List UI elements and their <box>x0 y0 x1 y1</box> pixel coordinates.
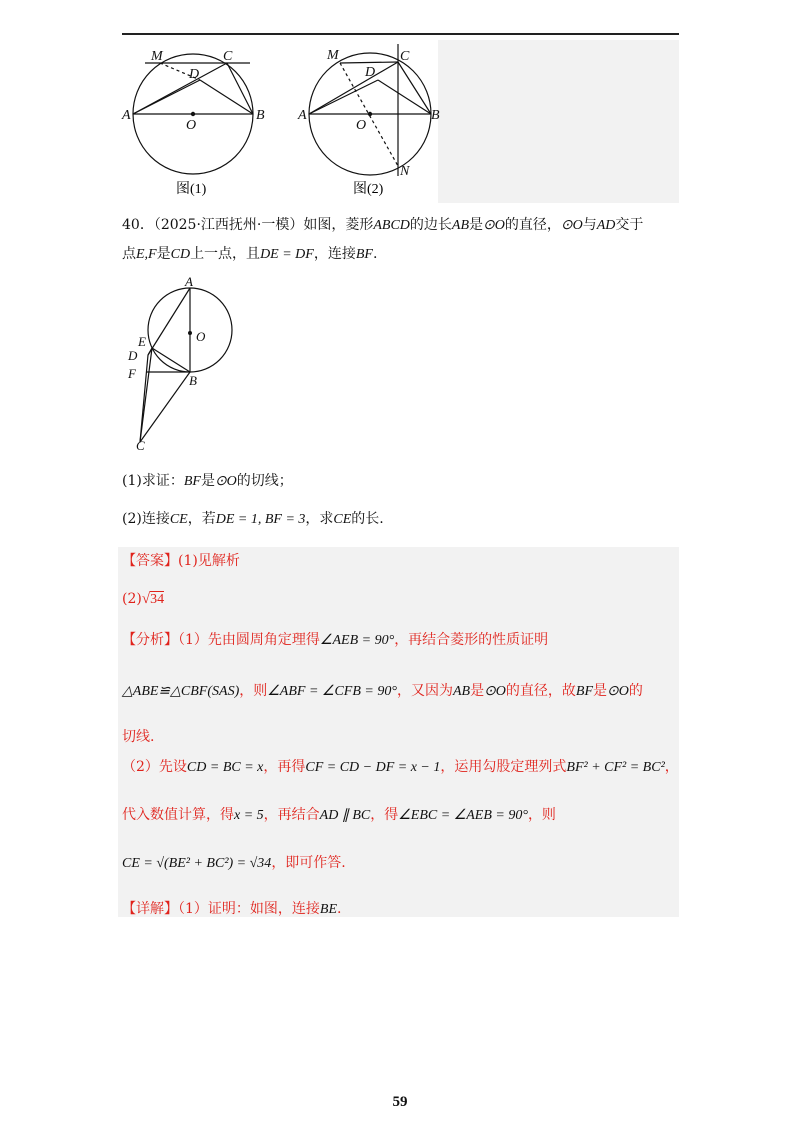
question-text: 的切线； <box>236 473 293 489</box>
main-label-a: A <box>185 274 193 289</box>
problem-number: 40． <box>122 217 154 233</box>
problem-text: 交于 <box>615 217 644 233</box>
problem-line-2 <box>122 243 377 266</box>
problem-line-1 <box>122 214 643 237</box>
detail-tag: 【详解】 <box>122 901 178 917</box>
math-be: BE <box>319 902 338 917</box>
math-ef: E,F <box>136 247 157 262</box>
analysis-text: 切线. <box>122 729 155 745</box>
fig1-line-ad <box>133 80 200 114</box>
main-label-c: C <box>136 438 145 453</box>
analysis-tag: 【分析】 <box>122 632 178 648</box>
analysis-text: 代入数值计算，得 <box>122 807 234 823</box>
answer-tag: 【答案】 <box>122 553 178 569</box>
detail-text: （1）证明：如图，连接 <box>178 901 320 917</box>
detail-line <box>122 898 341 921</box>
fig1-label-m: M <box>151 49 163 64</box>
analysis-text: ，则 <box>527 807 556 823</box>
fig2-label-n: N <box>400 164 410 179</box>
math-circle-o: ⊙O <box>560 218 583 233</box>
page-number: 59 <box>392 1094 408 1110</box>
fig1-label-d: D <box>189 67 200 82</box>
answer-part1: (1)见解析 <box>178 553 240 569</box>
fig2-label-m: M <box>327 48 339 63</box>
main-label-f: F <box>128 366 136 381</box>
math-ce: CE <box>169 512 188 527</box>
fig1-label-o: O <box>186 118 197 133</box>
answer-line-2: (2)√34 <box>122 591 165 607</box>
problem-text: 的边长 <box>409 217 452 233</box>
answer-line-1 <box>122 550 240 572</box>
analysis-text: ，再得 <box>263 759 306 775</box>
analysis-line-6 <box>122 852 346 875</box>
problem-text: 的直径， <box>504 217 561 233</box>
math-rhombus: ABCD <box>373 218 410 233</box>
problem-source: （2025·江西抚州·一模） <box>153 217 304 233</box>
answer-part2-label: (2) <box>122 591 142 607</box>
math-angle-aeb: ∠AEB = 90° <box>319 633 395 648</box>
analysis-text: ，又因为 <box>396 683 453 699</box>
math-parallel: AD ∥ BC <box>319 808 371 823</box>
problem-text: 上一点，且 <box>190 246 261 262</box>
analysis-text: 的直径，故 <box>505 683 576 699</box>
main-label-o: O <box>196 329 206 344</box>
math-cd-bc: CD = BC = x <box>186 760 264 775</box>
detail-text: . <box>337 901 342 917</box>
math-cd: CD <box>170 247 191 262</box>
math-circle-o: ⊙O <box>607 684 629 699</box>
question-text: ，若 <box>187 511 216 527</box>
analysis-line-1 <box>122 629 548 652</box>
math-cf: CF = CD − DF = x − 1 <box>305 760 441 775</box>
fig2-line-mc <box>340 62 398 63</box>
analysis-text: ，运用勾股定理列式 <box>440 759 567 775</box>
math-bf: BF <box>575 684 594 699</box>
question-2 <box>122 508 384 531</box>
problem-text: 如图，菱形 <box>303 217 374 233</box>
math-de-df: DE = DF <box>260 247 314 262</box>
math-ab: AB <box>452 684 471 699</box>
analysis-text: 是 <box>470 683 485 699</box>
analysis-text: ，再结合菱形的性质证明 <box>394 632 549 648</box>
main-label-b: B <box>189 373 197 388</box>
problem-text: 点 <box>122 246 136 262</box>
analysis-line-3 <box>122 726 154 748</box>
main-label-e: E <box>138 334 146 349</box>
math-congruence: △ABE≌△CBF(SAS) <box>122 684 240 699</box>
analysis-text: ，则 <box>239 683 268 699</box>
math-circle-o: ⊙O <box>214 474 237 489</box>
analysis-line-5 <box>122 804 556 827</box>
analysis-line-2 <box>122 680 643 703</box>
geometry-figure-main <box>0 270 300 460</box>
analysis-text: ，得 <box>370 807 399 823</box>
math-x-value: x = 5 <box>234 808 264 823</box>
math-pythagoras: BF² + CF² = BC² <box>566 760 665 775</box>
question-1 <box>122 470 293 493</box>
fig1-center-dot <box>191 112 195 116</box>
math-bf: BF <box>183 474 201 489</box>
answer-part2-value: 34 <box>150 592 165 607</box>
problem-text: 是 <box>469 217 484 233</box>
problem-text: 是 <box>156 246 171 262</box>
math-ce: CE <box>333 512 352 527</box>
fig2-center-dot <box>368 112 372 116</box>
math-ab: AB <box>451 218 470 233</box>
math-circle-o: ⊙O <box>484 684 506 699</box>
analysis-text: 的 <box>628 683 643 699</box>
fig1-label-a: A <box>122 108 131 123</box>
math-circle-o: ⊙O <box>483 218 505 233</box>
question-text: 是 <box>200 473 215 489</box>
fig2-label-c: C <box>400 49 410 64</box>
main-side-ad <box>148 288 190 355</box>
main-label-d: D <box>128 348 138 363</box>
fig2-label-d: D <box>365 65 376 80</box>
problem-text: . <box>372 246 378 262</box>
fig1-caption: 图(1) <box>176 182 207 197</box>
analysis-line-4 <box>122 756 679 779</box>
math-condition: DE = 1, BF = 3 <box>215 512 306 527</box>
geometry-figures-top <box>0 0 800 210</box>
analysis-text: （2）先设 <box>122 759 187 775</box>
fig2-label-b: B <box>431 108 440 123</box>
fig2-caption: 图(2) <box>353 182 384 197</box>
math-ce-result: CE = √(BE² + BC²) = √34 <box>122 856 272 871</box>
fig2-line-cb <box>398 62 431 114</box>
fig1-label-c: C <box>223 49 233 64</box>
math-angle-abf: ∠ABF = ∠CFB = 90° <box>267 684 397 699</box>
question-text: 的长. <box>351 511 384 527</box>
figure-2 <box>309 44 431 176</box>
fig1-label-b: B <box>256 108 265 123</box>
problem-text: 与 <box>582 217 597 233</box>
math-ad: AD <box>596 218 616 233</box>
fig2-label-o: O <box>356 118 367 133</box>
math-bf: BF <box>355 247 373 262</box>
problem-text: ，连接 <box>313 246 356 262</box>
question-text: (2)连接 <box>122 511 170 527</box>
fig2-label-a: A <box>298 108 307 123</box>
analysis-text: （1）先由圆周角定理得 <box>178 632 320 648</box>
question-text: ，求 <box>305 511 334 527</box>
fig2-line-ad <box>309 80 378 114</box>
math-angle-ebc: ∠EBC = ∠AEB = 90° <box>398 808 528 823</box>
analysis-text: ，再结合 <box>263 807 320 823</box>
analysis-text: ， <box>664 759 679 775</box>
analysis-text: 是 <box>593 683 608 699</box>
analysis-text: ，即可作答. <box>271 855 346 871</box>
main-line-be <box>152 348 190 372</box>
question-text: (1)求证： <box>122 473 184 489</box>
fig2-line-ac <box>309 62 398 114</box>
main-center-dot <box>188 331 192 335</box>
